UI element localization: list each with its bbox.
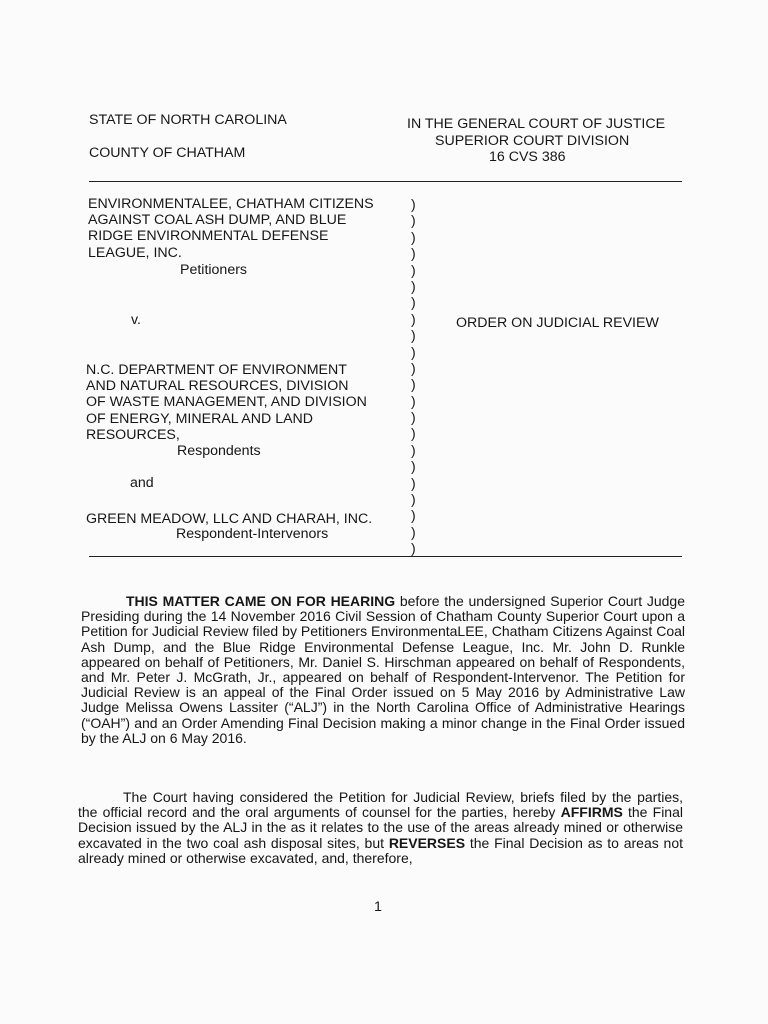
- respondents-role: Respondents: [177, 443, 261, 459]
- respondents-line: N.C. DEPARTMENT OF ENVIRONMENT: [86, 362, 347, 378]
- court-division: SUPERIOR COURT DIVISION: [435, 133, 630, 149]
- respondents-line: OF ENERGY, MINERAL AND LAND: [86, 410, 314, 427]
- respondents-line: RESOURCES,: [86, 426, 180, 443]
- page-number: 1: [374, 899, 382, 915]
- paren: ): [411, 425, 416, 442]
- respondents-line: AND NATURAL RESOURCES, DIVISION: [86, 378, 349, 395]
- paren: ): [411, 261, 416, 278]
- court-name: IN THE GENERAL COURT OF JUSTICE: [407, 116, 666, 132]
- paren: ): [411, 245, 416, 262]
- and-label: and: [130, 475, 154, 491]
- paren: ): [411, 458, 416, 475]
- paren: ): [411, 212, 416, 229]
- petitioners-line: ENVIRONMENTALEE, CHATHAM CITIZENS: [88, 196, 374, 212]
- paren: ): [411, 359, 416, 376]
- caption-bottom-rule: [89, 556, 682, 557]
- paren: ): [411, 409, 416, 426]
- paren: ): [411, 376, 416, 393]
- intervenors-names: GREEN MEADOW, LLC AND CHARAH, INC.: [86, 511, 373, 527]
- ruling-text-2: the Final Decision issued by the ALJ in the as it relates to the use of the areas already mined or otherwise excavated in the two coal ash disposal sites, but: [78, 804, 683, 851]
- respondents-names: [86, 362, 367, 443]
- paren: ): [411, 392, 416, 409]
- paren: ): [411, 507, 416, 524]
- paren: ): [411, 327, 416, 344]
- order-title: ORDER ON JUDICIAL REVIEW: [456, 315, 659, 331]
- ruling-text-3: the Final Decision as to areas not already mined or otherwise excavated, and, therefore,: [78, 834, 684, 866]
- paren: ): [411, 523, 416, 540]
- petitioners-names: [88, 196, 374, 261]
- reverses-keyword: REVERSES: [388, 834, 466, 851]
- ruling-paragraph: [78, 790, 683, 866]
- hearing-lead: THIS MATTER CAME ON FOR HEARING: [126, 593, 396, 609]
- affirms-keyword: AFFIRMS: [560, 804, 623, 821]
- intervenors-role: Respondent-Intervenors: [176, 526, 329, 542]
- petitioners-line: AGAINST COAL ASH DUMP, AND BLUE: [88, 212, 347, 229]
- petitioners-role: Petitioners: [180, 262, 248, 278]
- paren: ): [411, 474, 416, 491]
- paren: ): [411, 441, 416, 458]
- versus-label: v.: [131, 312, 141, 328]
- paren: ): [411, 540, 416, 557]
- ruling-text-1: The Court having considered the Petition for Judicial Review, briefs filed by the parties, the official record and the oral arguments of counsel for the parties, hereby: [78, 789, 683, 821]
- paren: ): [411, 310, 416, 327]
- hearing-text: before the undersigned Superior Court Judge Presiding during the 14 November 2016 Civil Session of Chatham County Superior Court upon a Petition for Judicial Review filed by Petitioners EnvironmentaLEE, Chatham Citizens Against Coal Ash Dump, and the Blue Ridge Environmental Defense League, Inc. Mr. John D. Runkle appeared on behalf of Petitioners, Mr. Daniel S. Hirschman appeared on behalf of Respondents, and Mr. Peter J. McGrath, Jr., appeared on behalf of Respondent-Intervenor. The Petition for Judicial Review is an appeal of the Final Order issued on 5 May 2016 by Administrative Law Judge Melissa Owens Lassiter (“ALJ”) in the North Carolina Office of Administrative Hearings (“OAH”) and an Order Amending Final Decision making a minor change in the Final Order issued by the ALJ on 6 May 2016.: [81, 593, 685, 746]
- hearing-paragraph: [81, 594, 685, 746]
- caption-top-rule: [89, 181, 682, 182]
- paren: ): [411, 277, 416, 294]
- paren: ): [411, 196, 416, 212]
- paren: ): [411, 294, 416, 311]
- caption-parenthesis-column: [411, 196, 421, 557]
- petitioners-line: LEAGUE, INC.: [88, 244, 182, 261]
- case-number: 16 CVS 386: [489, 149, 566, 165]
- petitioners-line: RIDGE ENVIRONMENTAL DEFENSE: [88, 228, 329, 245]
- respondents-line: OF WASTE MANAGEMENT, AND DIVISION: [86, 394, 367, 411]
- state-caption: STATE OF NORTH CAROLINA: [89, 112, 287, 128]
- county-caption: COUNTY OF CHATHAM: [89, 145, 246, 161]
- paren: ): [411, 228, 416, 245]
- paren: ): [411, 343, 416, 360]
- paren: ): [411, 491, 416, 508]
